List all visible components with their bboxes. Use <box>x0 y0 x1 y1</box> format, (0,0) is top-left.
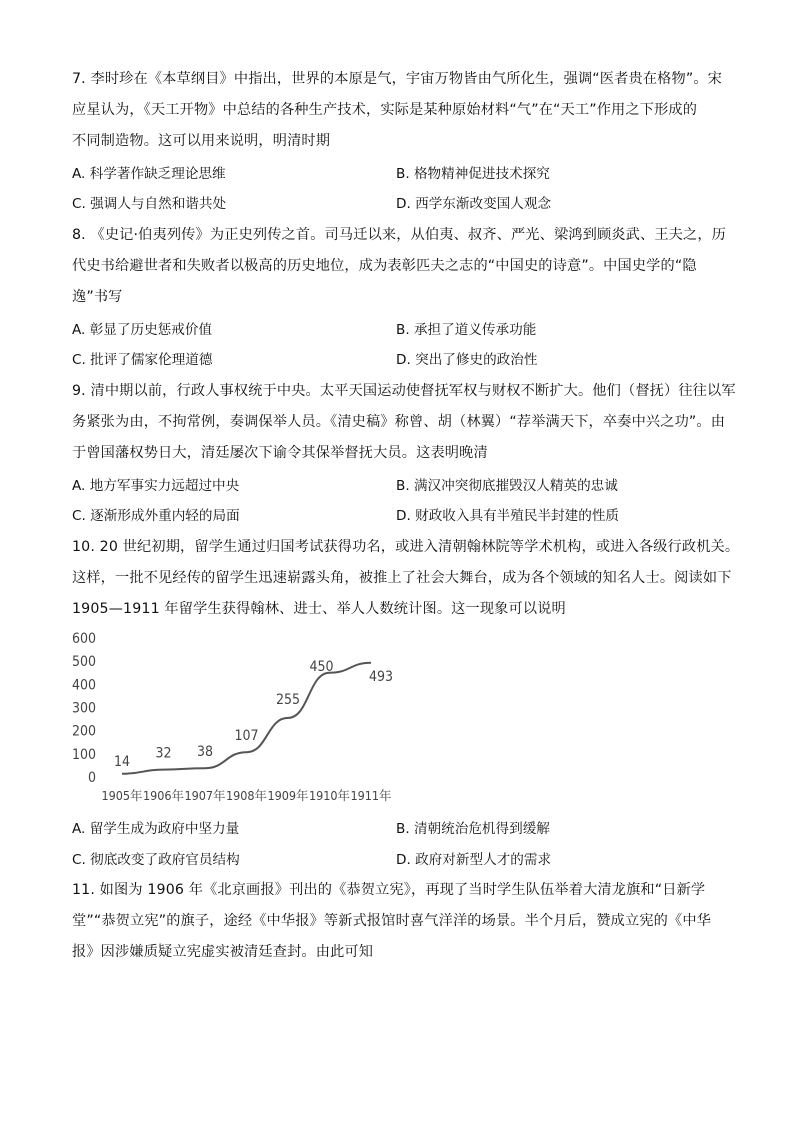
q8-stem-line-2: 代史书给避世者和失败者以极高的历史地位，成为表彰匹夫之志的“中国史的诗意”。中国史学的“隐 <box>72 258 697 274</box>
data-label: 450 <box>309 658 334 675</box>
data-label: 32 <box>155 745 172 762</box>
x-tick-label: 1909年 <box>267 788 309 803</box>
y-tick-label: 0 <box>87 770 96 786</box>
q10-stem-line-3: 1905—1911 年留学生获得翰林、进士、举人人数统计图。这一现象可以说明 <box>72 601 566 617</box>
data-label: 38 <box>196 744 214 761</box>
q9-stem-line-3: 于曾国藩权势日大，清廷屡次下谕令其保举督抚大员。这表明晚清 <box>72 445 488 461</box>
q10-option-a: A. 留学生成为政府中坚力量 <box>72 821 240 837</box>
q8-option-a: A. 彰显了历史惩戒价值 <box>72 322 213 338</box>
q9-option-c: C. 逐渐形成外重内轻的局面 <box>72 508 240 524</box>
q7-option-d: D. 西学东渐改变国人观念 <box>396 196 552 212</box>
q7-option-b: B. 格物精神促进技术探究 <box>396 166 550 182</box>
q9-option-b: B. 满汉冲突彻底摧毁汉人精英的忠诚 <box>396 478 618 494</box>
q7-stem-line-3: 不同制造物。这可以用来说明，明清时期 <box>72 133 331 149</box>
x-tick-label: 1905年 <box>101 788 143 803</box>
y-tick-label: 400 <box>71 677 96 694</box>
data-label: 107 <box>234 728 259 745</box>
x-tick-label: 1910年 <box>308 788 351 803</box>
q10-option-c: C. 彻底改变了政府官员结构 <box>72 852 240 868</box>
q10-stem-line-1: 10. 20 世纪初期，留学生通过归国考试获得功名，或进入清朝翰林院等学术机构，或进入各级行政机关。 <box>72 539 740 555</box>
q9-option-d: D. 财政收入具有半殖民半封建的性质 <box>396 508 620 524</box>
q11-stem-line-1: 11. 如图为 1906 年《北京画报》刊出的《恭贺立宪》，再现了当时学生队伍举着大清龙旗和“日新学 <box>72 882 706 898</box>
data-label: 14 <box>113 753 131 770</box>
q8-stem-line-1: 8. 《史记·伯夷列传》为正史列传之首。司马迁以来，从伯夷、叔齐、严光、梁鸿到顾炎武、王夫之，历 <box>72 227 727 243</box>
y-tick-label: 300 <box>71 700 96 717</box>
y-tick-label: 500 <box>71 654 96 671</box>
data-label: 255 <box>275 691 301 708</box>
x-tick-label: 1906年 <box>142 788 185 803</box>
data-label: 493 <box>368 668 394 685</box>
y-tick-label: 100 <box>71 746 96 763</box>
line-chart <box>70 628 400 806</box>
q9-option-a: A. 地方军事实力远超过中央 <box>72 478 240 494</box>
q11-stem-line-3: 报》因涉嫌质疑立宪虚实被清廷查封。由此可知 <box>72 944 374 960</box>
x-tick-label: 1907年 <box>184 788 226 803</box>
q9-stem-line-2: 务紧张为由，不拘常例，奏调保举人员。《清史稿》称曾、胡（林翼）“荐举满天下，卒奏中兴之功”。由 <box>72 414 726 430</box>
q7-stem-line-1: 7. 李时珍在《本草纲目》中指出，世界的本原是气，宇宙万物皆由气所化生，强调“医者贵在格物”。宋 <box>72 71 723 87</box>
q10-stem-line-2: 这样，一批不见经传的留学生迅速崭露头角，被推上了社会大舞台，成为各个领域的知名人士。阅读如下 <box>72 570 732 586</box>
x-tick-label: 1911年 <box>350 788 392 803</box>
q7-stem-line-2: 应星认为，《天工开物》中总结的各种生产技术，实际是某种原始材料“气”在“天工”作用之下形成的 <box>72 102 698 118</box>
q10-option-b: B. 清朝统治危机得到缓解 <box>396 821 550 837</box>
q11-stem-line-2: 堂”“恭贺立宪”的旗子，途经《中华报》等新式报馆时喜气洋洋的场景。半个月后，赞成立宪的《中华 <box>72 913 712 929</box>
q10-option-d: D. 政府对新型人才的需求 <box>396 852 552 868</box>
q8-option-c: C. 批评了儒家伦理道德 <box>72 352 213 368</box>
y-tick-label: 200 <box>71 723 96 740</box>
q7-option-a: A. 科学著作缺乏理论思维 <box>72 166 226 182</box>
q9-stem-line-1: 9. 清中期以前，行政人事权统于中央。太平天国运动使督抚军权与财权不断扩大。他们（督抚）往往以军 <box>72 383 736 399</box>
q8-stem-line-3: 逸”书写 <box>72 289 123 305</box>
q8-option-b: B. 承担了道义传承功能 <box>396 322 537 338</box>
q7-option-c: C. 强调人与自然和谐共处 <box>72 196 227 212</box>
y-tick-label: 600 <box>71 631 96 647</box>
x-tick-label: 1908年 <box>225 788 268 803</box>
q8-option-d: D. 突出了修史的政治性 <box>396 352 538 368</box>
